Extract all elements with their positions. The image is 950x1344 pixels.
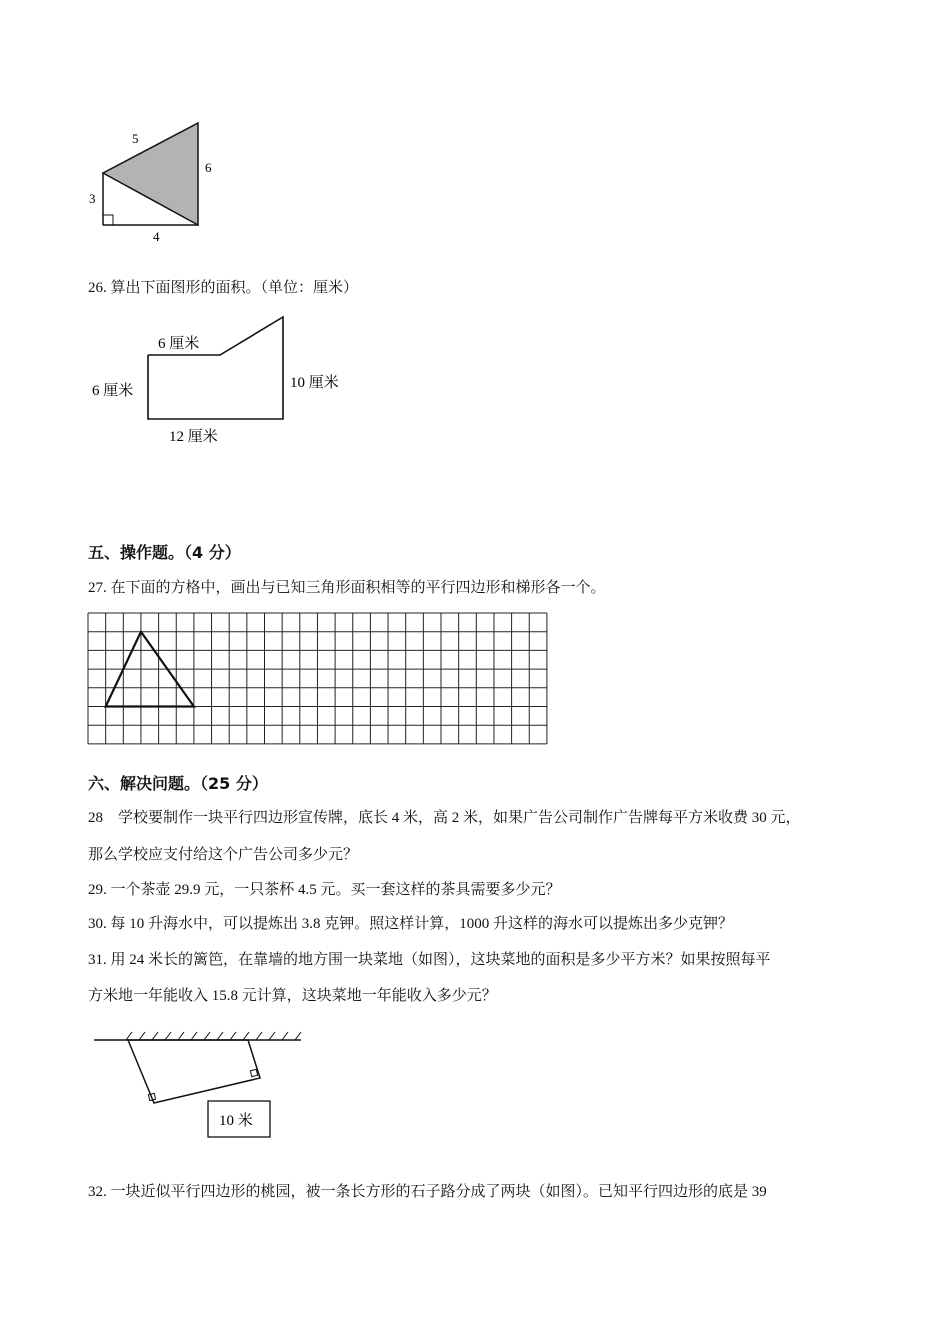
label-top-6cm: 6 厘米 bbox=[158, 336, 200, 352]
label-3: 3 bbox=[89, 191, 96, 206]
garden-figure-31 bbox=[88, 1030, 308, 1145]
label-right-10cm: 10 厘米 bbox=[290, 375, 339, 391]
question-28-line2: 那么学校应支付给这个广告公司多少元？ bbox=[88, 847, 359, 863]
label-4: 4 bbox=[153, 229, 160, 244]
square-grid bbox=[85, 610, 555, 750]
label-bottom-12cm: 12 厘米 bbox=[169, 429, 218, 445]
label-left-6cm: 6 厘米 bbox=[92, 383, 134, 399]
question-26: 26. 算出下面图形的面积。（单位：厘米） bbox=[88, 280, 359, 296]
section-5-title: 五、操作题。（4 分） bbox=[88, 543, 241, 562]
question-29: 29. 一个茶壶 29.9 元，一只茶杯 4.5 元。买一套这样的茶具需要多少元？ bbox=[88, 882, 561, 898]
label-5: 5 bbox=[132, 131, 139, 146]
triangle-figure-25 bbox=[80, 110, 240, 245]
question-31-line2: 方米地一年能收入 15.8 元计算，这块菜地一年能收入多少元？ bbox=[88, 988, 497, 1004]
shaded-triangle bbox=[103, 123, 198, 225]
question-30: 30. 每 10 升海水中，可以提炼出 3.8 克钾。照这样计算，1000 升这样的海水可以提炼出多少克钾？ bbox=[88, 916, 734, 932]
trapezoid-figure-26 bbox=[85, 305, 365, 450]
question-31-line1: 31. 用 24 米长的篱笆，在靠墙的地方围一块菜地（如图），这块菜地的面积是多少平方米？如果按照每平 bbox=[88, 952, 771, 968]
section-6-title: 六、解决问题。（25 分） bbox=[88, 774, 268, 793]
question-32-line1: 32. 一块近似平行四边形的桃园，被一条长方形的石子路分成了两块（如图）。已知平行四边形的底是 39 bbox=[88, 1184, 767, 1200]
question-28-line1: 28 学校要制作一块平行四边形宣传牌，底长 4 米，高 2 米，如果广告公司制作广告牌每平方米收费 30 元， bbox=[88, 810, 801, 826]
label-6: 6 bbox=[205, 160, 212, 175]
label-10m: 10 米 bbox=[219, 1113, 253, 1129]
question-27: 27. 在下面的方格中，画出与已知三角形面积相等的平行四边形和梯形各一个。 bbox=[88, 580, 606, 596]
